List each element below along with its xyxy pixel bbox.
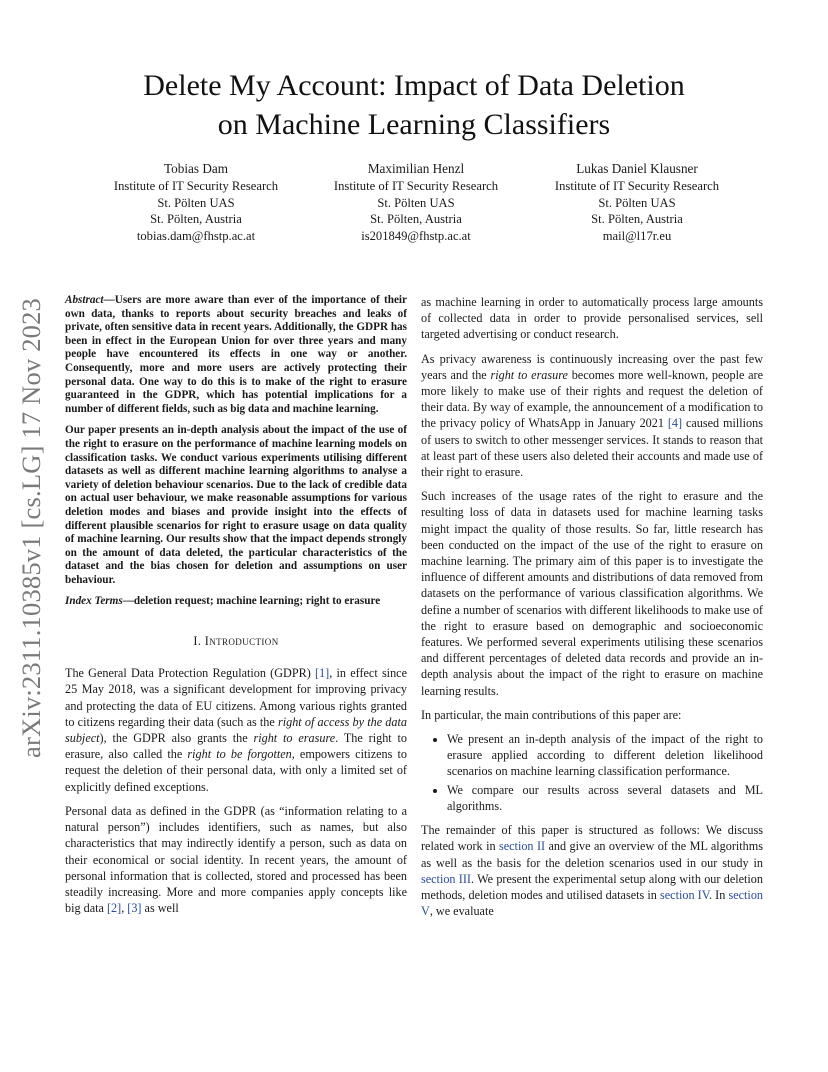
- author-location: St. Pölten, Austria: [150, 212, 242, 227]
- author-name: Tobias Dam: [164, 161, 228, 176]
- section-link[interactable]: section III: [421, 871, 471, 886]
- author-email: mail@l17r.eu: [602, 229, 672, 244]
- author-affiliation: Institute of IT Security Research: [113, 178, 279, 193]
- author-name: Maximilian Henzl: [367, 161, 465, 176]
- author-location: St. Pölten, Austria: [591, 212, 683, 227]
- section-link[interactable]: section V: [421, 887, 764, 919]
- abstract-paragraph-2: Our paper presents an in-depth analysis about the impact of the use of the right to erasure on the performance of machine learning models on classification tasks. We conduct various experiments utilising different datasets as well as different machine learning algorithms to analyse a variety of deletion behaviour scenarios. Due to the lack of credible data on actual user behaviour, we make reasonable assumptions for various deletion modes and biases and provide insight into the effects of different plausible scenarios for right to erasure usage on data quality of machine learning. Our results show that the impact depends strongly on the amount of data deleted, the particular characteristics of the dataset and the bias chosen for deletion and assumptions on user behaviour.: [65, 424, 407, 586]
- section-link[interactable]: section II: [499, 839, 546, 854]
- list-item: • We present an in-depth analysis of the impact of the right to erasure applied according to different deletion likelihood scenarios on machine learning classification performance.: [447, 731, 763, 780]
- abstract-paragraph-1: Abstract—Users are more aware than ever of the importance of their own data, thanks to reports about security breaches and leaks of private, often sensitive data in recent years. Additionally, the GDPR has been in effect in the European Union for over three years and many people have encountered its effects in one way or another. Consequently, more and more users are actively protecting their personal data. One way to do this is to make of the right to erasure guaranteed in the GDPR, which has potential implications for a number of different fields, such as big data and machine learning.: [65, 294, 407, 415]
- right-column: [421, 294, 763, 927]
- citation-link[interactable]: [3]: [127, 901, 142, 916]
- author-email: tobias.dam@fhstp.ac.at: [136, 229, 256, 244]
- citation-link[interactable]: [2]: [106, 901, 122, 916]
- intro-paragraph-6: In particular, the main contributions of this paper are:: [421, 707, 682, 722]
- section-heading-introduction: I. Introduction: [193, 634, 279, 649]
- section-link[interactable]: section IV: [660, 887, 709, 902]
- citation-link[interactable]: [4]: [667, 416, 683, 431]
- list-item: • We compare our results across several datasets and ML algorithms.: [447, 782, 763, 814]
- author-block-2: [306, 161, 526, 245]
- title-line-2: on Machine Learning Classifiers: [217, 108, 611, 141]
- contributions-list: [421, 731, 763, 814]
- intro-paragraph-1: The General Data Protection Regulation (GDPR) [1], in effect since 25 May 2018, was a significant development for improving privacy and protecting the data of EU citizens. Among various rights granted to citizens regarding their data (such as the right of access by the data subject), the GDPR also grants the right to erasure. The right to erasure, also called the right to be forgotten, empowers citizens to request the deletion of their personal data, with only a limited set of explicitly defined exceptions.: [65, 666, 408, 794]
- author-organization: St. Pölten UAS: [598, 195, 676, 210]
- author-block-1: [86, 161, 306, 245]
- intro-paragraph-7: The remainder of this paper is structured as follows: We discuss related work in section II and give an overview of the ML algorithms as well as the basis for the deletion scenarios used in our study in section III. We present the experimental setup along with our deletion methods, deletion modes and utilised datasets in section IV. In section V, we evaluate: [421, 823, 764, 919]
- paper-title: [60, 66, 768, 144]
- author-organization: St. Pölten UAS: [157, 195, 235, 210]
- index-terms-label: Index Terms: [65, 595, 123, 608]
- intro-paragraph-3: as machine learning in order to automatically process large amounts of collected data in order to provide personalised services, sell targeted advertising or conduct research.: [421, 295, 763, 342]
- index-terms: Index Terms—deletion request; machine learning; right to erasure: [65, 595, 381, 608]
- abstract-label: Abstract: [65, 294, 104, 306]
- author-affiliation: Institute of IT Security Research: [333, 178, 499, 193]
- intro-paragraph-2: Personal data as defined in the GDPR (as “information relating to a natural person”) includes identifiers, such as names, but also characteristics that may indirectly identify a person, such as data on their economical or social identity. In recent years, the amount of personal information that is collected, stored and processed has been steadily increasing. More and more companies apply concepts like big data [2], [3] as well: [65, 803, 407, 916]
- intro-paragraph-4: As privacy awareness is continuously increasing over the past few years and the right to erasure becomes more well-known, people are more likely to make use of their rights and request the deletion of their data. By way of example, the announcement of a modification to the privacy policy of WhatsApp in January 2021 [4] caused millions of users to switch to other messenger services. It stands to reason that at least part of these users also deleted their accounts and made use of their right to erasure.: [421, 351, 764, 480]
- author-affiliation: Institute of IT Security Research: [554, 178, 720, 193]
- author-email: is201849@fhstp.ac.at: [361, 229, 471, 244]
- citation-link[interactable]: [1]: [315, 666, 330, 681]
- author-name: Lukas Daniel Klausner: [576, 161, 698, 176]
- intro-paragraph-5: Such increases of the usage rates of the right to erasure and the resulting loss of data in datasets used for machine learning tasks might impact the quality of those results. So far, little research has been conducted on the impact of the use of the right to erasure on machine learning. The primary aim of this paper is to investigate the influence of different amounts and distributions of data removed from datasets on the performance of various classification algorithms. We define a number of scenarios with different likelihoods to make use of the right to erasure based on demographic and socioeconomic features. We performed several experiments utilising these scenarios and different percentages of deleted data records and provide an in-depth analysis about the impact of the right to erasure on machine learning results.: [421, 489, 763, 698]
- author-organization: St. Pölten UAS: [377, 195, 455, 210]
- author-block-3: [527, 161, 747, 245]
- author-location: St. Pölten, Austria: [370, 212, 462, 227]
- left-column: [65, 294, 407, 924]
- arxiv-identifier: arXiv:2311.10385v1 [cs.LG] 17 Nov 2023: [16, 297, 46, 758]
- title-line-1: Delete My Account: Impact of Data Deletion: [143, 69, 685, 102]
